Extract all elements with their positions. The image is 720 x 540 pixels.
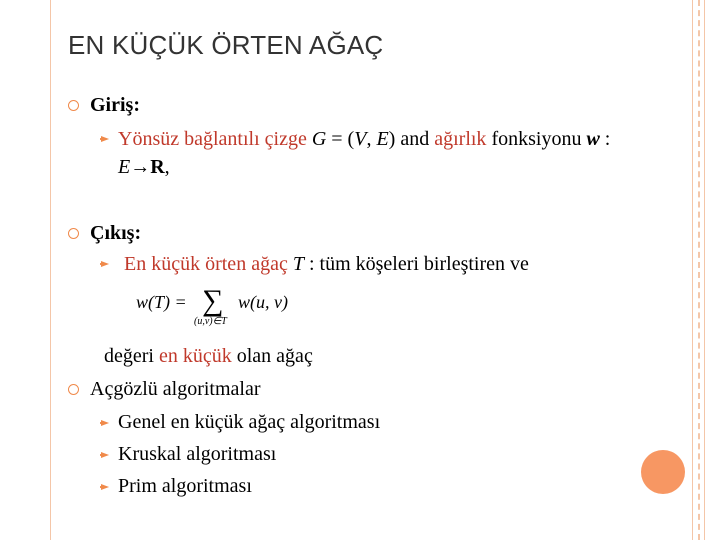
weight-text: ağırlık: [434, 128, 487, 150]
bullet-ring-icon: [68, 384, 79, 395]
greedy-item: Genel en küçük ağaç algoritması: [118, 411, 381, 433]
bullet-ring-icon: [68, 100, 79, 111]
connect-all-text: : tüm köşeleri birleştiren ve: [303, 253, 529, 275]
and-text: ) and: [388, 128, 430, 150]
greedy-item: Kruskal algoritması: [118, 443, 277, 465]
arrow-bullet-icon: [100, 417, 112, 429]
formula-sum-sign: ∑: [202, 284, 224, 317]
edge-symbol: E: [376, 128, 389, 150]
smallest-text: en küçük: [158, 345, 232, 367]
comma: ,: [366, 128, 377, 150]
output-line-1: [124, 253, 529, 276]
value-text: değeri: [104, 345, 154, 367]
arrow-bullet-icon: [100, 258, 112, 270]
vertex-symbol: V: [354, 128, 367, 150]
colon: :: [599, 128, 611, 150]
input-line-2: [118, 156, 170, 179]
edge-symbol-2: E: [118, 156, 131, 178]
reals-symbol: R: [150, 156, 165, 178]
output-heading: Çıkış:: [90, 222, 142, 244]
slide-title: EN KÜÇÜK ÖRTEN AĞAÇ: [68, 30, 384, 60]
tree-symbol: T: [292, 253, 304, 275]
bullet-ring-icon: [68, 228, 79, 239]
formula-subscript: (u,v)∈T: [194, 316, 227, 327]
decorative-circle: [641, 450, 685, 494]
arrow-symbol: →: [130, 156, 151, 178]
weight-formula: [136, 284, 296, 330]
function-text: fonksiyonu: [491, 128, 582, 150]
greedy-item: Prim algoritması: [118, 475, 252, 497]
equals-paren: = (: [326, 128, 355, 150]
graph-symbol: G: [311, 128, 327, 150]
arrow-bullet-icon: [100, 133, 112, 145]
frame-right-dashed-line: [698, 0, 700, 540]
output-line-2: [104, 345, 313, 368]
arrow-bullet-icon: [100, 481, 112, 493]
arrow-bullet-icon: [100, 449, 112, 461]
formula-lhs: w(T) =: [136, 292, 187, 312]
comma-2: ,: [164, 156, 170, 178]
input-line-1: [118, 128, 610, 151]
undirected-graph-text: Yönsüz bağlantılı çizge: [118, 128, 307, 150]
mst-text: En küçük örten ağaç: [124, 253, 288, 275]
frame-right-line: [692, 0, 693, 540]
formula-term: w(u, v): [238, 292, 288, 312]
tree-text: olan ağaç: [236, 345, 313, 367]
frame-right-line-inner: [704, 0, 705, 540]
frame-left-line: [50, 0, 51, 540]
weight-symbol: w: [586, 128, 600, 150]
input-heading: Giriş:: [90, 94, 140, 116]
greedy-heading: Açgözlü algoritmalar: [90, 378, 261, 400]
